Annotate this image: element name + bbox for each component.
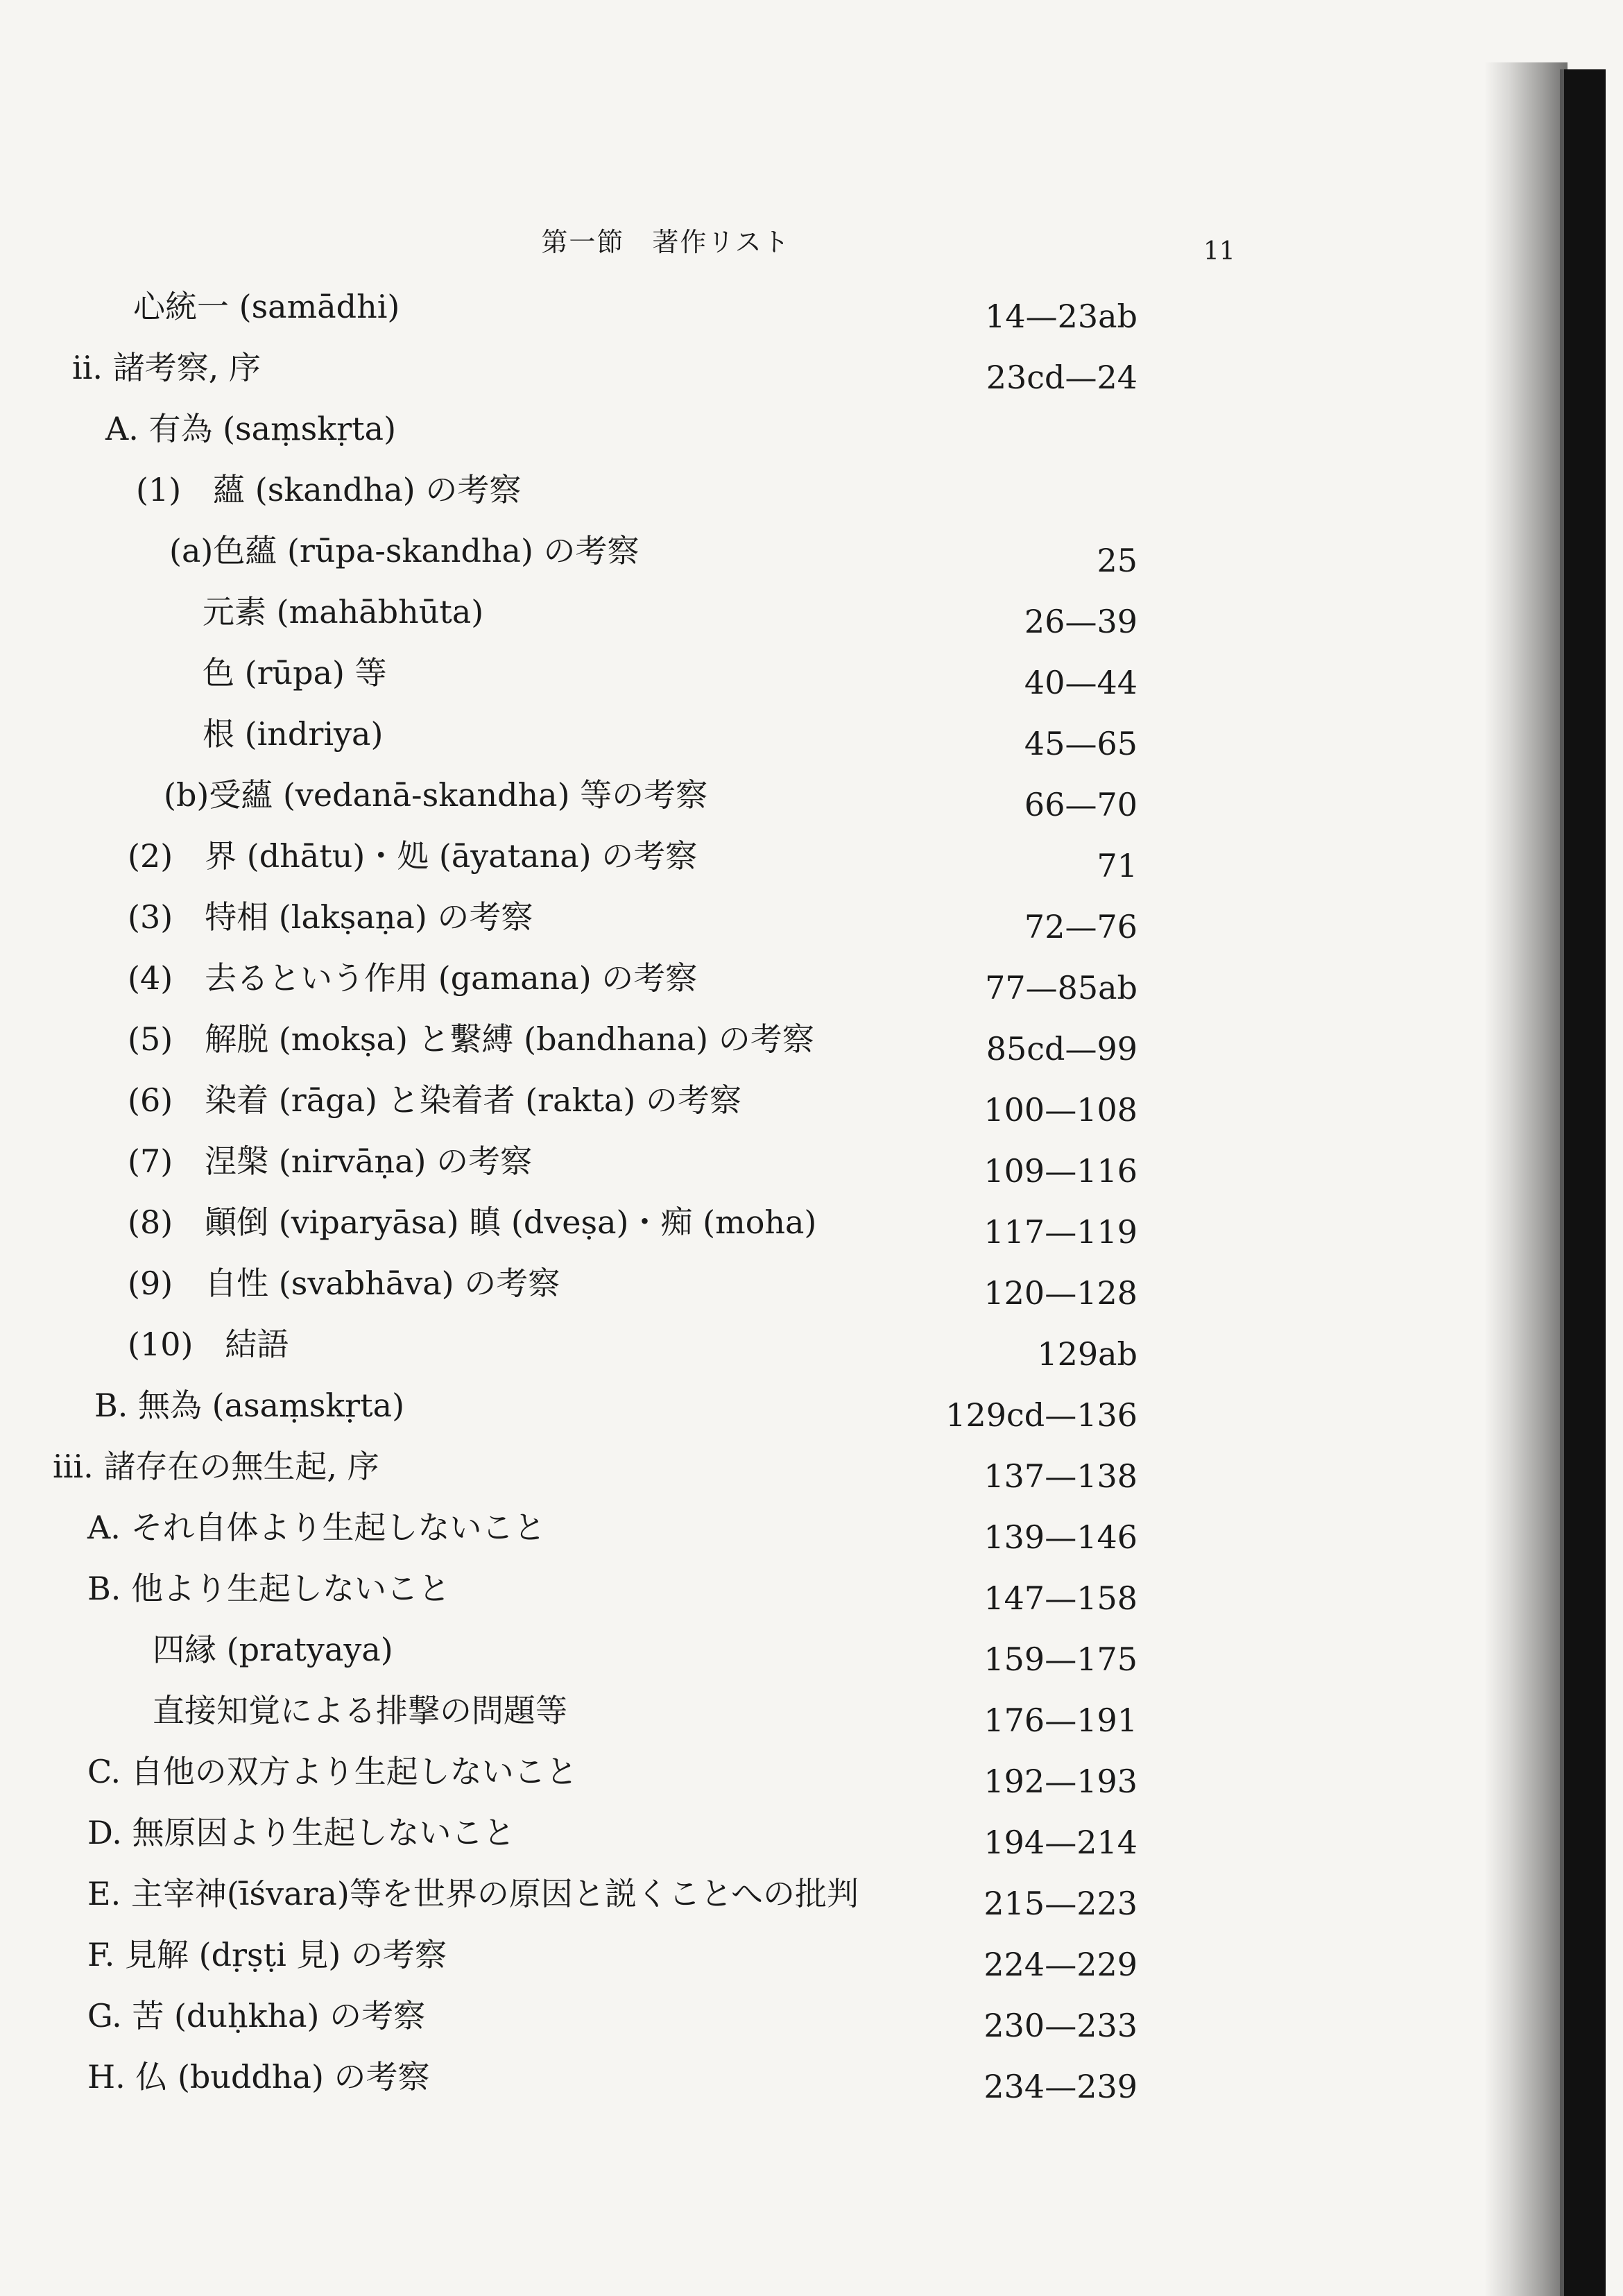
entry-label: C. 自他の双方より生起しないこと — [87, 1753, 578, 1790]
entry-label: (3) 特相 (lakṣaṇa) の考察 — [128, 898, 533, 936]
page-range — [874, 472, 1137, 527]
page-range: 234—239 — [984, 2068, 1137, 2105]
page-range: 120—128 — [984, 1274, 1137, 1312]
page-range: 129ab — [1037, 1335, 1137, 1373]
entry-label: (10) 結語 — [128, 1326, 289, 1363]
running-head: 第一節 著作リスト — [541, 227, 791, 257]
page-range: 85cd—99 — [986, 1030, 1137, 1068]
page-range: 25 — [1097, 542, 1137, 579]
entry-label: 元素 (mahābhūta) — [203, 593, 484, 631]
entry-label: (1) 蘊 (skandha) の考察 — [136, 471, 522, 508]
page-range: 147—158 — [984, 1579, 1137, 1617]
page-range: 137—138 — [984, 1457, 1137, 1495]
spine-shadow — [1484, 62, 1568, 2296]
entry-label: 根 (indriya) — [203, 715, 384, 753]
page-range: 192—193 — [984, 1763, 1137, 1800]
entry-label: B. 無為 (asaṃskṛta) — [94, 1387, 405, 1424]
entry-label: A. それ自体より生起しないこと — [87, 1509, 546, 1546]
entry-label: 色 (rūpa) 等 — [203, 654, 387, 692]
page-range: 117—119 — [984, 1213, 1137, 1251]
page-range: 66—70 — [1024, 786, 1137, 823]
entry-label: (5) 解脱 (mokṣa) と繫縛 (bandhana) の考察 — [128, 1020, 814, 1058]
entry-label: iii. 諸存在の無生起, 序 — [53, 1448, 379, 1485]
page-range: 72—76 — [1024, 908, 1137, 945]
page-range: 26—39 — [1024, 603, 1137, 640]
page-range: 14—23ab — [985, 298, 1137, 335]
page-range: 100—108 — [984, 1091, 1137, 1129]
page-range: 40—44 — [1024, 664, 1137, 701]
entry-label: H. 仏 (buddha) の考察 — [87, 2058, 430, 2096]
page-range: 215—223 — [984, 1885, 1137, 1922]
page-number: 11 — [1203, 237, 1235, 266]
entry-label: (a)色蘊 (rūpa-skandha) の考察 — [169, 532, 639, 569]
page-range: 176—191 — [984, 1702, 1137, 1739]
page-range: 139—146 — [984, 1518, 1137, 1556]
entry-label: ii. 諸考察, 序 — [72, 349, 261, 386]
entry-label: G. 苦 (duḥkha) の考察 — [87, 1997, 426, 2034]
entry-label: B. 他より生起しないこと — [87, 1570, 451, 1607]
page-range — [874, 411, 1137, 466]
entry-label: (b)受蘊 (vedanā-skandha) 等の考察 — [164, 776, 708, 814]
entry-label: F. 見解 (dṛṣṭi 見) の考察 — [87, 1936, 447, 1973]
page-range: 109—116 — [984, 1152, 1137, 1190]
entry-label: (2) 界 (dhātu)・処 (āyatana) の考察 — [128, 837, 698, 875]
page-range: 230—233 — [984, 2007, 1137, 2044]
page-range: 194—214 — [984, 1824, 1137, 1861]
entry-label: (9) 自性 (svabhāva) の考察 — [128, 1265, 560, 1302]
entry-label: (7) 涅槃 (nirvāṇa) の考察 — [128, 1142, 533, 1180]
entry-label: (6) 染着 (rāga) と染着者 (rakta) の考察 — [128, 1081, 741, 1119]
page-range: 45—65 — [1024, 725, 1137, 762]
entry-label: D. 無原因より生起しないこと — [87, 1814, 515, 1851]
entry-label: 直接知覚による排撃の問題等 — [153, 1692, 567, 1729]
entry-label: A. 有為 (saṃskṛta) — [105, 410, 397, 447]
entry-label: 心統一 (samādhi) — [133, 288, 400, 325]
book-spine-edge — [1564, 69, 1606, 2296]
page-range: 129cd—136 — [945, 1396, 1137, 1434]
page-range: 23cd—24 — [986, 359, 1137, 396]
page-range: 224—229 — [984, 1946, 1137, 1983]
page-range: 159—175 — [984, 1640, 1137, 1678]
page-range: 71 — [1097, 847, 1137, 884]
entry-label: (4) 去るという作用 (gamana) の考察 — [128, 959, 698, 997]
entry-label: 四縁 (pratyaya) — [153, 1631, 393, 1668]
entry-label: (8) 顚倒 (viparyāsa) 瞋 (dveṣa)・痴 (moha) — [128, 1203, 817, 1241]
entry-label: E. 主宰神(īśvara)等を世界の原因と説くことへの批判 — [87, 1875, 859, 1912]
page-range: 77—85ab — [985, 969, 1137, 1006]
